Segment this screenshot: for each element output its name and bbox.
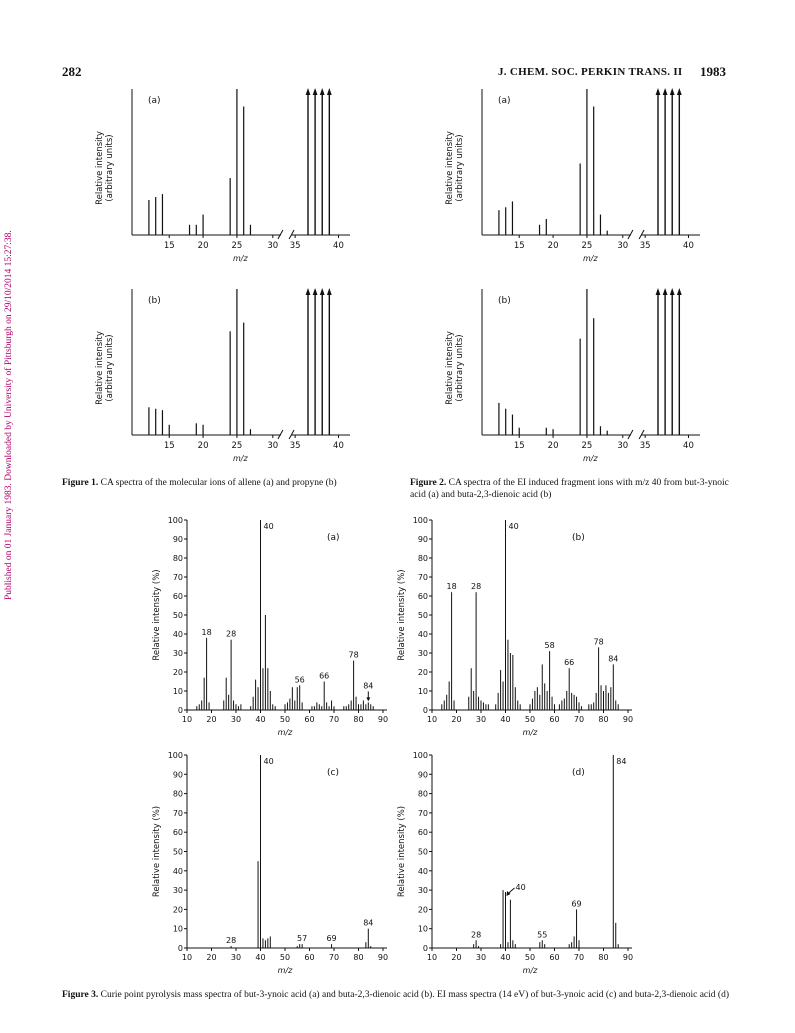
y-tick-label: 70 xyxy=(417,573,428,582)
figure-1-label: Figure 1. xyxy=(62,478,99,488)
y-tick-label: 50 xyxy=(417,847,428,857)
x-axis-label: m/z xyxy=(277,966,293,975)
x-tick-label: 15 xyxy=(513,241,525,251)
x-tick-label: 10 xyxy=(181,953,193,962)
y-tick-label: 60 xyxy=(172,828,183,838)
x-tick-label: 20 xyxy=(197,241,209,251)
y-tick-label: 50 xyxy=(172,611,183,620)
x-tick-label: 60 xyxy=(549,715,560,724)
y-tick-label: 50 xyxy=(417,611,428,620)
x-tick-label: 40 xyxy=(255,953,266,962)
figure-2-label: Figure 2. xyxy=(410,478,447,488)
peak-label: 84 xyxy=(363,681,374,691)
y-tick-label: 70 xyxy=(172,573,183,582)
figure-2a-chart xyxy=(440,85,700,265)
x-tick-label: 25 xyxy=(231,441,243,451)
y-tick-label: 60 xyxy=(417,592,428,601)
off-scale-arrow xyxy=(656,88,661,95)
download-note-text: Published on 01 January 1983. Downloaded by University of Pittsburgh on 29/10/2014 15:27:38. xyxy=(4,230,14,600)
x-tick-label: 35 xyxy=(289,241,301,251)
x-tick-label: 40 xyxy=(683,441,694,451)
off-scale-arrow xyxy=(327,88,332,95)
y-tick-label: 40 xyxy=(172,866,183,876)
x-tick-label: 90 xyxy=(622,953,634,962)
figure-3b-chart xyxy=(390,510,650,742)
y-tick-label: 10 xyxy=(172,687,183,696)
x-tick-label: 80 xyxy=(598,715,609,724)
off-scale-arrow xyxy=(677,88,682,95)
y-axis-label: Relative intensity xyxy=(95,131,105,205)
y-tick-label: 0 xyxy=(422,706,428,715)
off-scale-arrow xyxy=(663,88,668,95)
off-scale-arrow xyxy=(306,288,311,295)
y-axis-label: (arbitrary units) xyxy=(455,134,465,202)
x-tick-label: 30 xyxy=(267,441,279,451)
peak-label: 58 xyxy=(544,641,555,651)
y-tick-label: 20 xyxy=(172,668,183,677)
figure-3d-chart xyxy=(390,745,650,980)
x-tick-label: 60 xyxy=(549,953,560,962)
x-axis-label: m/z xyxy=(522,966,538,975)
x-tick-label: 40 xyxy=(683,241,694,251)
x-tick-label: 70 xyxy=(573,715,585,724)
off-scale-arrow xyxy=(677,288,682,295)
peak-label: 40 xyxy=(263,522,274,531)
x-tick-label: 40 xyxy=(500,715,511,724)
off-scale-arrow xyxy=(656,288,661,295)
peak-label: 66 xyxy=(564,658,575,668)
figure-3a-chart xyxy=(145,510,405,742)
peak-label: 40 xyxy=(508,522,519,531)
x-tick-label: 20 xyxy=(197,441,209,451)
y-axis-label: (arbitrary units) xyxy=(105,134,115,202)
off-scale-arrow xyxy=(670,88,675,95)
y-tick-label: 100 xyxy=(412,516,428,525)
peak-label: 69 xyxy=(571,899,582,909)
y-tick-label: 30 xyxy=(417,649,428,658)
x-axis-label: m/z xyxy=(582,254,598,263)
x-tick-label: 90 xyxy=(377,953,389,962)
figure-1b-chart xyxy=(90,285,350,465)
figure-3-caption-text: Curie point pyrolysis mass spectra of but-3-ynoic acid (a) and buta-2,3-dienoic acid (b). EI mass spectra (14 eV) of but-3-ynoic acid (c) and buta-2,3-dienoic acid (d) xyxy=(100,990,729,1000)
x-tick-label: 80 xyxy=(353,715,364,724)
x-tick-label: 25 xyxy=(581,441,593,451)
figure-1-caption xyxy=(62,478,392,490)
y-tick-label: 100 xyxy=(412,751,428,760)
off-scale-arrow xyxy=(320,288,325,295)
y-tick-label: 40 xyxy=(172,630,183,639)
figure-1a-chart xyxy=(90,85,350,265)
peak-label: 66 xyxy=(319,671,330,681)
x-axis-label: m/z xyxy=(582,454,598,463)
peak-label: 40 xyxy=(263,757,274,766)
peak-label: 84 xyxy=(363,918,374,928)
panel-label: (b) xyxy=(498,296,511,306)
y-tick-label: 60 xyxy=(417,828,428,838)
y-tick-label: 0 xyxy=(422,944,428,953)
x-tick-label: 20 xyxy=(451,715,462,724)
x-tick-label: 20 xyxy=(451,953,462,962)
x-tick-label: 80 xyxy=(353,953,364,962)
y-tick-label: 30 xyxy=(172,649,183,658)
x-tick-label: 40 xyxy=(500,953,511,962)
x-axis-label: m/z xyxy=(522,728,538,737)
off-scale-arrow xyxy=(670,288,675,295)
off-scale-arrow xyxy=(313,88,318,95)
x-tick-label: 40 xyxy=(255,715,266,724)
x-tick-label: 10 xyxy=(426,953,438,962)
x-tick-label: 20 xyxy=(206,715,217,724)
y-axis-label: Relative intensity xyxy=(95,331,105,405)
y-tick-label: 0 xyxy=(177,706,183,715)
x-tick-label: 90 xyxy=(622,715,634,724)
peak-label: 84 xyxy=(616,757,627,766)
figure-3-caption xyxy=(62,990,752,1002)
peak-label: 28 xyxy=(471,930,482,940)
peak-label: 40 xyxy=(515,883,526,893)
x-tick-label: 10 xyxy=(426,715,438,724)
panel-label: (c) xyxy=(327,768,339,778)
off-scale-arrow xyxy=(306,88,311,95)
off-scale-arrow xyxy=(313,288,318,295)
y-axis-label: (arbitrary units) xyxy=(105,334,115,402)
x-tick-label: 15 xyxy=(513,441,525,451)
journal-title: J. CHEM. SOC. PERKIN TRANS. II xyxy=(498,66,683,78)
y-axis-label: Relative intensity (%) xyxy=(152,569,162,661)
peak-label: 78 xyxy=(593,637,604,647)
x-tick-label: 30 xyxy=(617,241,629,251)
figure-3c-chart xyxy=(145,745,405,980)
y-axis-label: Relative intensity (%) xyxy=(397,805,407,898)
journal-year: 1983 xyxy=(700,64,726,79)
peak-label: 18 xyxy=(201,627,212,637)
x-tick-label: 25 xyxy=(581,241,593,251)
peak-label: 28 xyxy=(226,936,237,946)
x-tick-label: 70 xyxy=(328,715,340,724)
figure-1-caption-text: CA spectra of the molecular ions of allene (a) and propyne (b) xyxy=(100,478,337,488)
page-number: 282 xyxy=(62,64,82,79)
x-tick-label: 50 xyxy=(279,715,291,724)
x-tick-label: 20 xyxy=(206,953,217,962)
x-tick-label: 15 xyxy=(163,441,175,451)
x-tick-label: 30 xyxy=(230,715,242,724)
x-tick-label: 70 xyxy=(328,953,340,962)
x-tick-label: 30 xyxy=(230,953,242,962)
x-tick-label: 20 xyxy=(547,241,559,251)
y-tick-label: 80 xyxy=(172,789,183,799)
y-tick-label: 80 xyxy=(417,554,428,563)
peak-label: 18 xyxy=(446,582,457,592)
off-scale-arrow xyxy=(320,88,325,95)
panel-label: (a) xyxy=(148,96,161,106)
off-scale-arrow xyxy=(663,288,668,295)
y-tick-label: 0 xyxy=(177,944,183,953)
x-tick-label: 35 xyxy=(639,441,651,451)
figure-2b-chart xyxy=(440,285,700,465)
y-tick-label: 80 xyxy=(172,554,183,563)
x-tick-label: 10 xyxy=(181,715,193,724)
y-tick-label: 90 xyxy=(172,535,183,544)
y-tick-label: 20 xyxy=(172,905,183,915)
x-tick-label: 20 xyxy=(547,441,559,451)
x-tick-label: 60 xyxy=(304,953,315,962)
x-tick-label: 30 xyxy=(475,715,487,724)
x-tick-label: 70 xyxy=(573,953,585,962)
x-tick-label: 50 xyxy=(279,953,291,962)
peak-label: 28 xyxy=(226,629,237,639)
x-tick-label: 35 xyxy=(639,241,651,251)
figure-2-caption xyxy=(410,478,740,501)
y-tick-label: 50 xyxy=(172,847,183,857)
x-tick-label: 30 xyxy=(475,953,487,962)
y-axis-label: Relative intensity xyxy=(445,331,455,405)
x-tick-label: 30 xyxy=(267,241,279,251)
y-tick-label: 10 xyxy=(417,687,428,696)
label-arrowhead xyxy=(366,697,370,701)
peak-label: 28 xyxy=(471,582,482,592)
panel-label: (b) xyxy=(572,533,585,543)
x-axis-label: m/z xyxy=(232,254,248,263)
y-axis-label: Relative intensity (%) xyxy=(397,569,407,661)
y-tick-label: 10 xyxy=(172,924,183,934)
panel-label: (d) xyxy=(572,768,585,778)
x-tick-label: 50 xyxy=(524,953,536,962)
y-tick-label: 80 xyxy=(417,789,428,799)
x-axis-label: m/z xyxy=(277,728,293,737)
y-tick-label: 20 xyxy=(417,668,428,677)
y-tick-label: 20 xyxy=(417,905,428,915)
x-tick-label: 90 xyxy=(377,715,389,724)
y-tick-label: 90 xyxy=(172,770,183,780)
x-tick-label: 80 xyxy=(598,953,609,962)
y-tick-label: 40 xyxy=(417,630,428,639)
y-tick-label: 70 xyxy=(417,808,428,818)
peak-label: 56 xyxy=(294,675,305,685)
y-tick-label: 100 xyxy=(167,516,183,525)
x-tick-label: 30 xyxy=(617,441,629,451)
x-tick-label: 40 xyxy=(333,241,344,251)
y-tick-label: 10 xyxy=(417,924,428,934)
x-tick-label: 40 xyxy=(333,441,344,451)
y-tick-label: 90 xyxy=(417,770,428,780)
y-tick-label: 30 xyxy=(417,886,428,896)
x-tick-label: 15 xyxy=(163,241,175,251)
peak-label: 84 xyxy=(608,654,619,664)
peak-label: 78 xyxy=(348,650,359,660)
x-axis-label: m/z xyxy=(232,454,248,463)
figure-3-label: Figure 3. xyxy=(62,990,99,1000)
x-tick-label: 25 xyxy=(231,241,243,251)
x-tick-label: 50 xyxy=(524,715,536,724)
panel-label: (b) xyxy=(148,296,161,306)
y-axis-label: Relative intensity (%) xyxy=(152,805,162,898)
off-scale-arrow xyxy=(327,288,332,295)
peak-label: 69 xyxy=(326,934,337,944)
panel-label: (a) xyxy=(327,533,340,543)
y-tick-label: 70 xyxy=(172,808,183,818)
y-axis-label: (arbitrary units) xyxy=(455,334,465,402)
peak-label: 55 xyxy=(537,930,548,940)
y-tick-label: 90 xyxy=(417,535,428,544)
x-tick-label: 35 xyxy=(289,441,301,451)
peak-label: 57 xyxy=(297,934,308,944)
y-tick-label: 60 xyxy=(172,592,183,601)
y-tick-label: 30 xyxy=(172,886,183,896)
y-tick-label: 100 xyxy=(167,751,183,760)
figure-2-caption-text: CA spectra of the EI induced fragment ions with m/z 40 from but-3-ynoic acid (a) and buta-2,3-dienoic acid (b) xyxy=(410,478,729,500)
panel-label: (a) xyxy=(498,96,511,106)
x-tick-label: 60 xyxy=(304,715,315,724)
y-tick-label: 40 xyxy=(417,866,428,876)
y-axis-label: Relative intensity xyxy=(445,131,455,205)
